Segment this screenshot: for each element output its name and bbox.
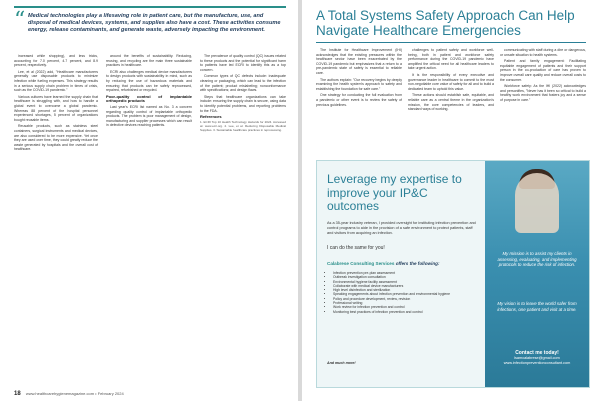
quote-mark-icon: “ — [14, 8, 26, 33]
paragraph: These actions should establish safe, equitable, and reliable care as a central theme in the organization's mission, the core competencies of leaders, and standard ways of working. — [408, 93, 494, 112]
vision-quote: My vision is to leave the world safer from infections, one patient and visit at a time. — [497, 301, 577, 312]
paragraph: ECRI also challenges medical device manufacturers to design products with sustainability in mind, such as by reducing the use of hazardous materials and ensuring that products can be safely reprocessed, repaired, refurbished or recycled. — [106, 69, 192, 93]
page-number: 18 — [14, 391, 21, 397]
brand-name: Calabrese Consulting Services — [327, 261, 395, 266]
list-item: • Speaking engagements about infection prevention and environmental hygiene — [333, 292, 483, 296]
list-item: • Professional writing — [333, 301, 483, 305]
paragraph: Steps that healthcare organizations can take include: ensuring the supply chain is secure, using data to identify potential problems, and reporting problems to the FDA. — [200, 94, 286, 113]
paragraph: The Institute for Healthcare Improvement (IHI) acknowledges that the existing pressures within the healthcare sector have been exacerbated by the COVID-19 pandemic but emphasizes that a return to a pre-pandemic state of safety is essential to reliable care. — [316, 48, 402, 75]
list-item: • High level disinfection and sterilization — [333, 288, 483, 292]
list-item: • Work review for infection prevention and control — [333, 305, 483, 309]
pull-quote-text: Medical technologies play a lifesaving role in patient care, but the manufacture, use, and disposal of medical devices, systems, and supplies also have a cost. These activities consume energy, release contaminants, and generate waste, adversely impacting the environment. — [28, 13, 281, 34]
list-item: • Outbreak investigation consultation — [333, 275, 483, 279]
list-item: • Infection prevention pre-plan assessment — [333, 271, 483, 275]
services-list — [327, 271, 483, 314]
section-heading: Poor-quality control of implantable orthopedic products — [106, 93, 192, 104]
paragraph: communicating with staff during a dire or dangerous, or unsafe situation to health systems. — [500, 48, 586, 57]
contact-label: Contact me today! — [515, 350, 559, 356]
consulting-advertisement — [316, 160, 590, 388]
ad-help-line: I can do the same for you! — [327, 245, 385, 251]
contact-website[interactable]: www.infectionpreventionconsultant.com — [503, 361, 571, 365]
pull-quote — [14, 6, 286, 46]
ad-description: As a 35-year industry veteran, I provided oversight for instituting infection prevention and control programs to aide in the provision of a safe environment to protect patients, staff and visitors from acquiring an infection. — [327, 221, 476, 235]
list-item: • Collaborate with medical device manufacturers — [333, 284, 483, 288]
contact-block — [491, 351, 583, 366]
paragraph: Workforce safety: As the IHI (2022) acknowledges and personifies, "Never has it been so critical to build a healthy work environment that fosters joy and a sense of purpose in care." — [500, 84, 586, 102]
paragraph: Lee, et al (2022) add, "Healthcare manufacturers generally use disposable products to minimize infection while fueling expenses. This strategy results in a serious supply chain problem in times of crisis, such as the COVID-19 pandemic." — [14, 69, 98, 93]
contact-email[interactable]: lsamcalabrese@gmail.com — [514, 356, 560, 360]
title-divider — [316, 42, 586, 43]
paragraph: It is the responsibility of every executive and governance leader in healthcare to commit to the most non-negotiable core value of safety for all and to build a dedicated team to uphold this value. — [408, 72, 494, 91]
paragraph: around the benefits of sustainability. Reducing, reusing, and recycling are the main three sustainable practices in healthcare. — [106, 54, 192, 68]
ad-more-text: And much more! — [327, 361, 356, 365]
paragraph: challenges to patient safety and workforce well-being, both in patient and workforce safety performance during the COVID-19 pandemic have amplified the critical need for all healthcare leaders to take urgent action. — [408, 48, 494, 71]
article-title: A Total Systems Safety Approach Can Help Navigate Healthcare Emergencies — [316, 8, 575, 38]
ad-headline: Leverage my expertise to improve your IP&C outcomes — [327, 172, 462, 213]
left-column-2 — [106, 54, 192, 374]
mission-quote: My mission is to assist my clients in assessing, evaluating, and implementing protocols to reduce the risk of infection. — [497, 251, 577, 268]
left-column-3 — [200, 54, 286, 374]
left-page — [0, 0, 298, 401]
paragraph: Last year's ECRI list named as No. 3 a concern regarding quality control of implantable orthopedic products. The problem is poor management of design, manufacturing and supplier processes which can result in defective devices reaching patients. — [106, 104, 192, 128]
ad-brand — [327, 261, 440, 266]
left-column-1 — [14, 54, 98, 374]
list-item: • Policy and procedure development, review, revision — [333, 297, 483, 301]
paragraph: increased while shopping), and less tricks, accounting for 7.0 percent, 4.7 percent, and 8.9 percent, respectively. — [14, 54, 98, 68]
person-portrait-icon — [515, 173, 559, 233]
ad-photo-panel — [485, 161, 589, 387]
right-column-3 — [500, 48, 586, 156]
footer-text: www.healthcarehygienemagazine.com • February 2024 — [25, 391, 124, 396]
right-column-1 — [316, 48, 402, 156]
paragraph: The prevalence of quality control (QC) issues related to these products and the potential for significant harm to patients have led ECRI to identify this as a top concern. — [200, 54, 286, 72]
references-heading: References — [200, 114, 222, 120]
paragraph: Reusable products, such as stainless steel containers, surgical instruments and medical devices, are also considered to be more expensive. Yet once they are used over time, they could greatly reduce the waste generated by hospitals and the overall cost of healthcare. — [14, 124, 98, 152]
list-item: • Environmental hygiene facility assessment — [333, 280, 483, 284]
right-column-2 — [408, 48, 494, 156]
paragraph: Various cultures have learned the supply chain that healthcare is struggling with, and how to handle a global event to overcome a global pandemic. Whereas 88 percent of the hospital personnel experienced shortages, 5 percent of organizations bought reusable items. — [14, 94, 98, 122]
right-page — [302, 0, 600, 401]
brand-suffix: offers the following: — [395, 261, 440, 266]
paragraph: The authors explain: "Our recovery begins by deeply examining the health system's approach to safety and establishing the foundation for safe care." — [316, 77, 402, 91]
paragraph: One strategy for conducting the full evaluation from a pandemic or other event is to review the safety of previous guidelines. — [316, 93, 402, 107]
list-item: • Monitoring best practices of infection prevention and control — [333, 310, 483, 314]
paragraph: Patient and family engagement: Facilitating equitable engagement of patients and their support person in the co-production of care has proven to improve overall care quality and reduce overall costs to the consumer. — [500, 59, 586, 82]
page-footer — [14, 391, 124, 397]
references: 1. ECRI Top 10 Health Technology Hazards for 2024. Accessed at: www.ecri.org. 2. Lee, et al. Reducing Disposable Medical Supplies. 3. Sustainable healthcare practices in reprocessing. — [200, 119, 286, 132]
paragraph: Common types of QC defects include: inadequate cleaning or packaging, which can lead to the infection of the patient; product mislabeling; nonconformance with specifications; and design flaws. — [200, 74, 286, 93]
